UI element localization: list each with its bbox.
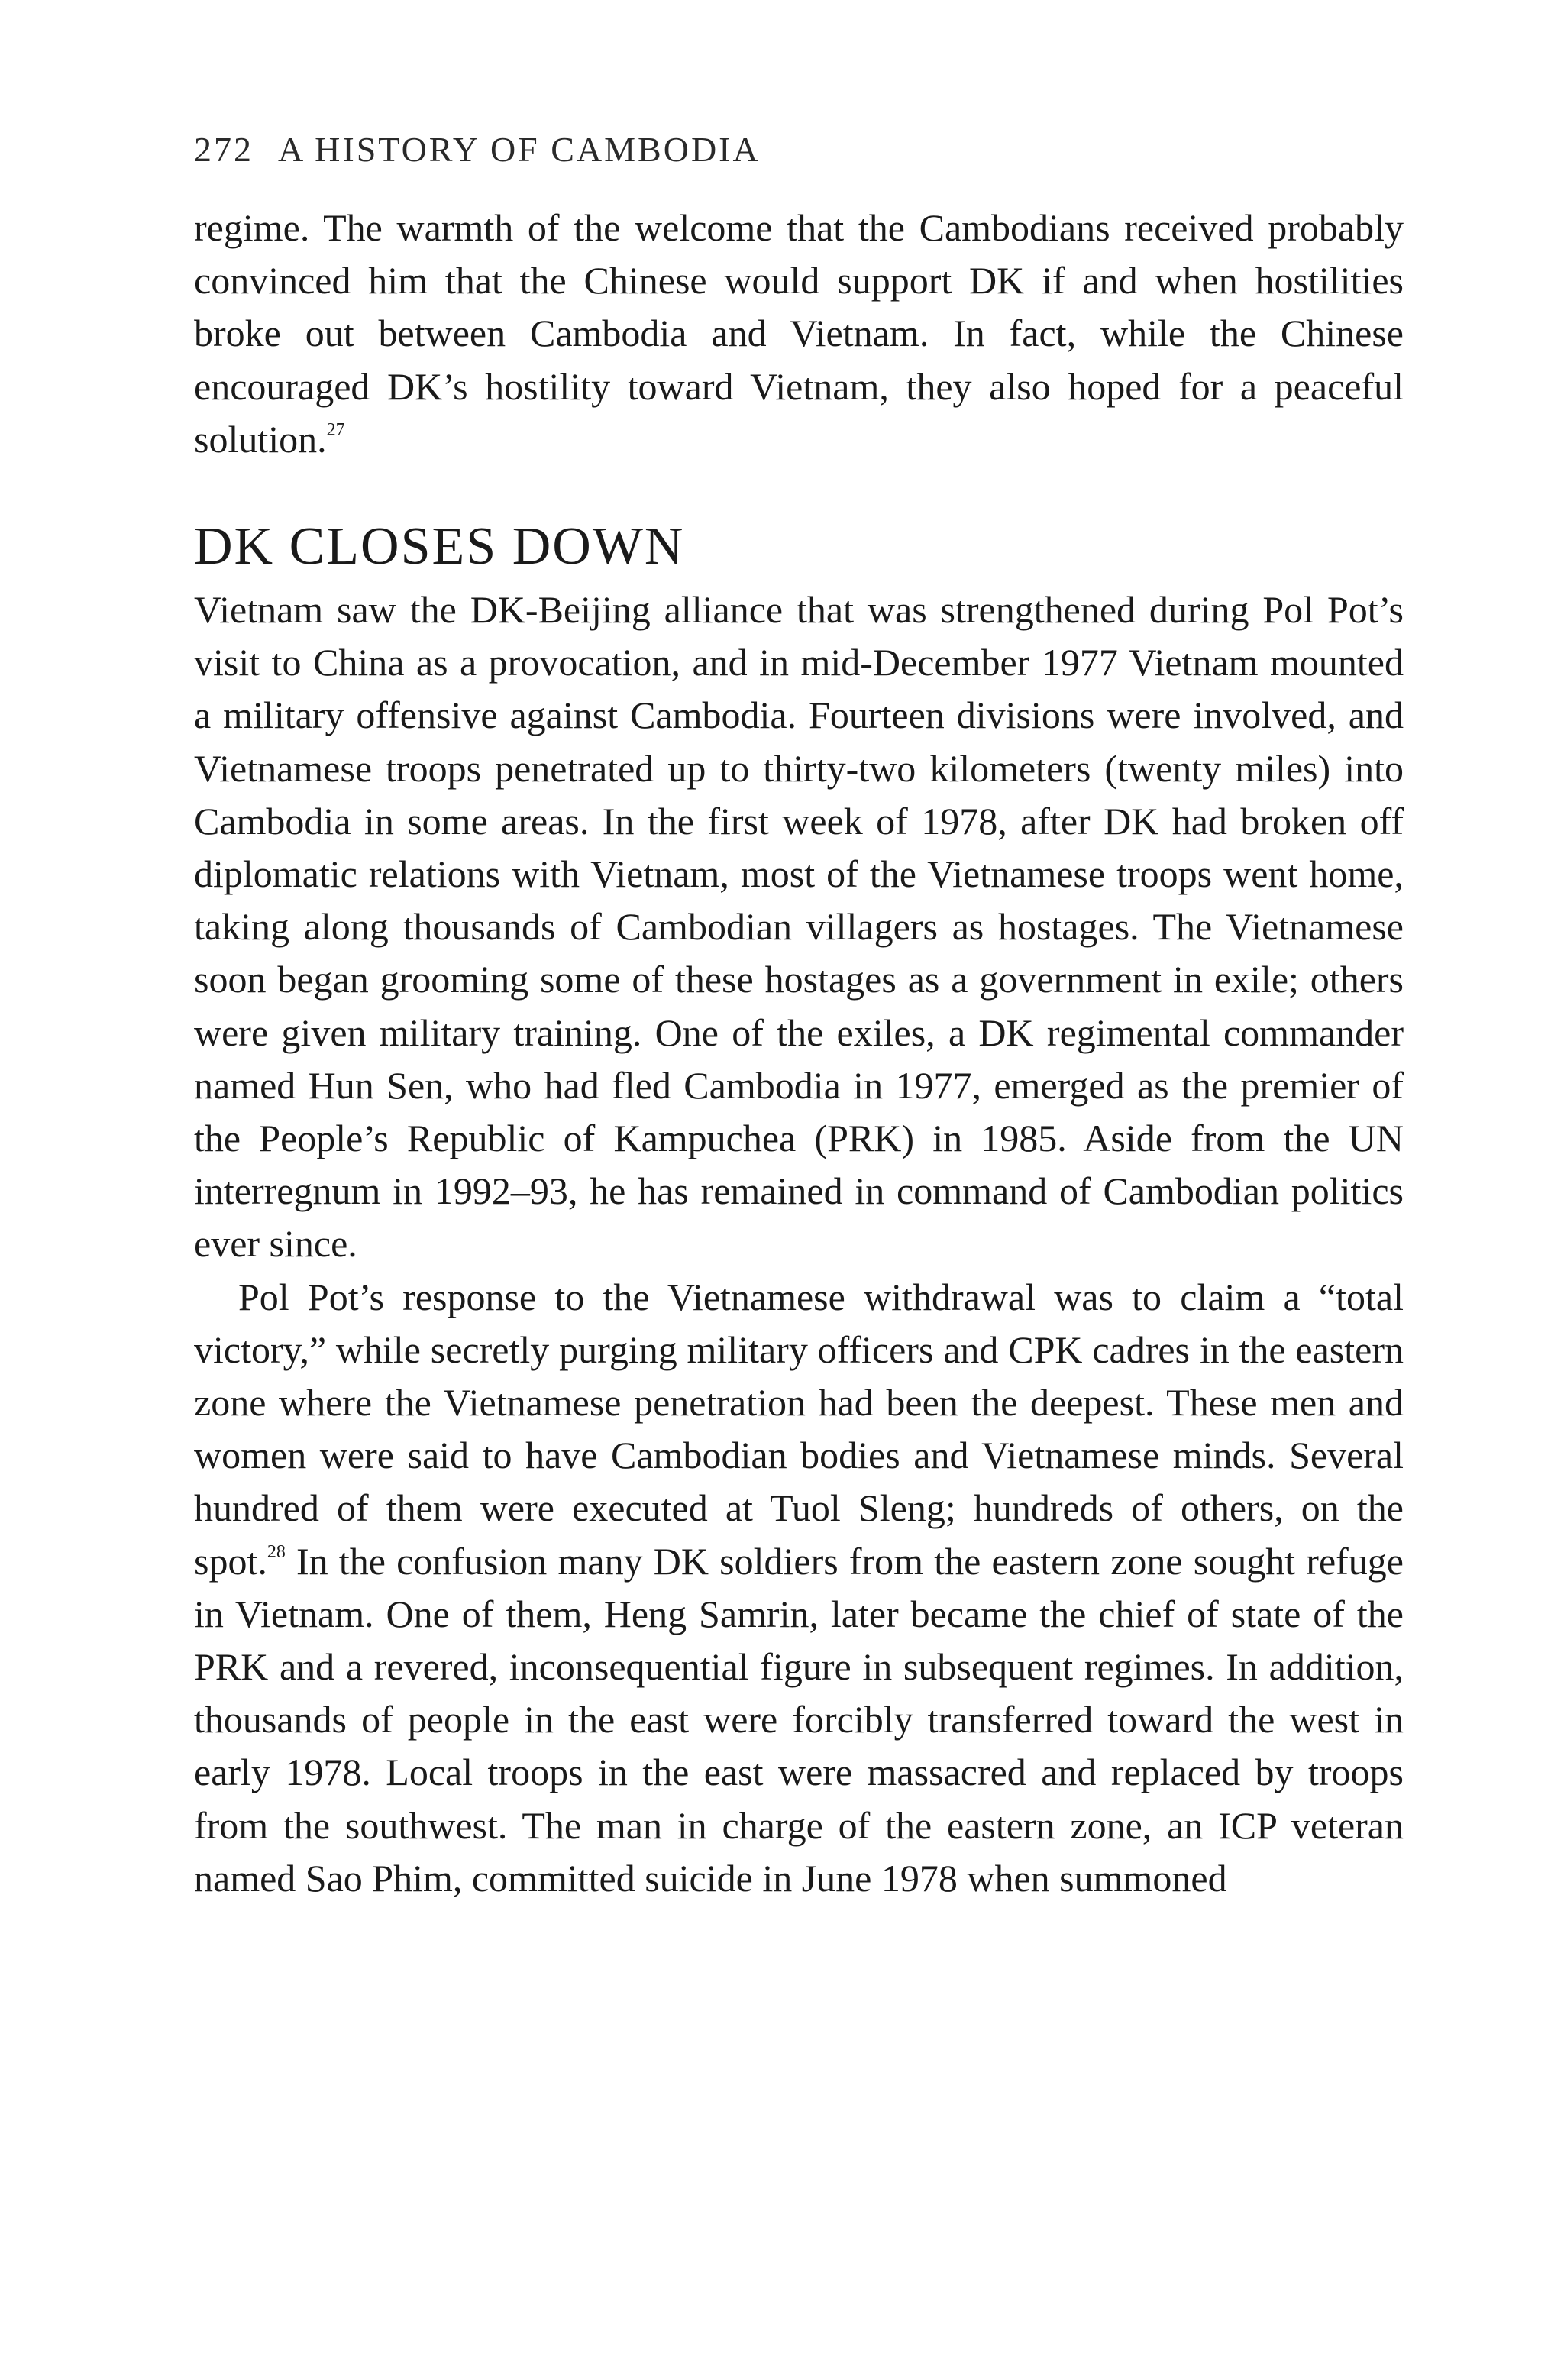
paragraph-3-text-a: Pol Pot’s response to the Vietnamese withdrawal was to claim a “total victory,” while secretly purging military officers and CPK cadres in the eastern zone where the Vietnamese penetration had been the deepest. These men and women were said to have Cambodian bodies and Vietnamese minds. Several hundred of them were executed at Tuol Sleng; hundreds of others, on the spot.: [194, 1275, 1404, 1583]
page-number: 272: [194, 130, 254, 169]
running-head: [194, 122, 1404, 177]
book-title: A HISTORY OF CAMBODIA: [278, 130, 761, 169]
paragraph-3-text-b: In the confusion many DK soldiers from the eastern zone sought refuge in Vietnam. One of them, Heng Samrin, later became the chief of state of the PRK and a revered, inconsequential figure in subsequent regimes. In addition, thousands of people in the east were forcibly transferred toward the west in early 1978. Local troops in the east were massacred and replaced by troops from the southwest. The man in charge of the eastern zone, an ICP veteran named Sao Phim, committed suicide in June 1978 when summoned: [194, 1539, 1404, 1900]
section-heading: DK CLOSES DOWN: [194, 517, 685, 577]
paragraph-1: [194, 202, 1404, 466]
paragraph-2-text: Vietnam saw the DK-Beijing alliance that was strengthened during Pol Pot’s visit to China as a provocation, and in mid-December 1977 Vietnam mounted a military offensive against Cambodia. Fourteen divisions were involved, and Vietnamese troops penetrated up to thirty-two kilometers (twenty miles) into Cambodia in some areas. In the first week of 1978, after DK had broken off diplomatic relations with Vietnam, most of the Vietnamese troops went home, taking along thousands of Cambodian villagers as hostages. The Vietnamese soon began grooming some of these hostages as a government in exile; others were given military training. One of the exiles, a DK regimental commander named Hun Sen, who had fled Cambodia in 1977, emerged as the premier of the People’s Republic of Kampuchea (PRK) in 1985. Aside from the UN interregnum in 1992–93, he has remained in command of Cambodian politics ever since.: [194, 588, 1404, 1266]
footnote-ref-28: 28: [267, 1541, 286, 1562]
footnote-ref-27: 27: [326, 419, 345, 440]
paragraph-1-text: regime. The warmth of the welcome that the Cambodians received probably convinced him that the Chinese would support DK if and when hostilities broke out between Cambodia and Vietnam. In fact, while the Chinese encouraged DK’s hostility toward Vietnam, they also hoped for a peaceful solution.: [194, 206, 1404, 461]
paragraph-2: [194, 584, 1404, 1271]
book-page: [194, 122, 1404, 1905]
paragraph-3: [194, 1271, 1404, 1905]
